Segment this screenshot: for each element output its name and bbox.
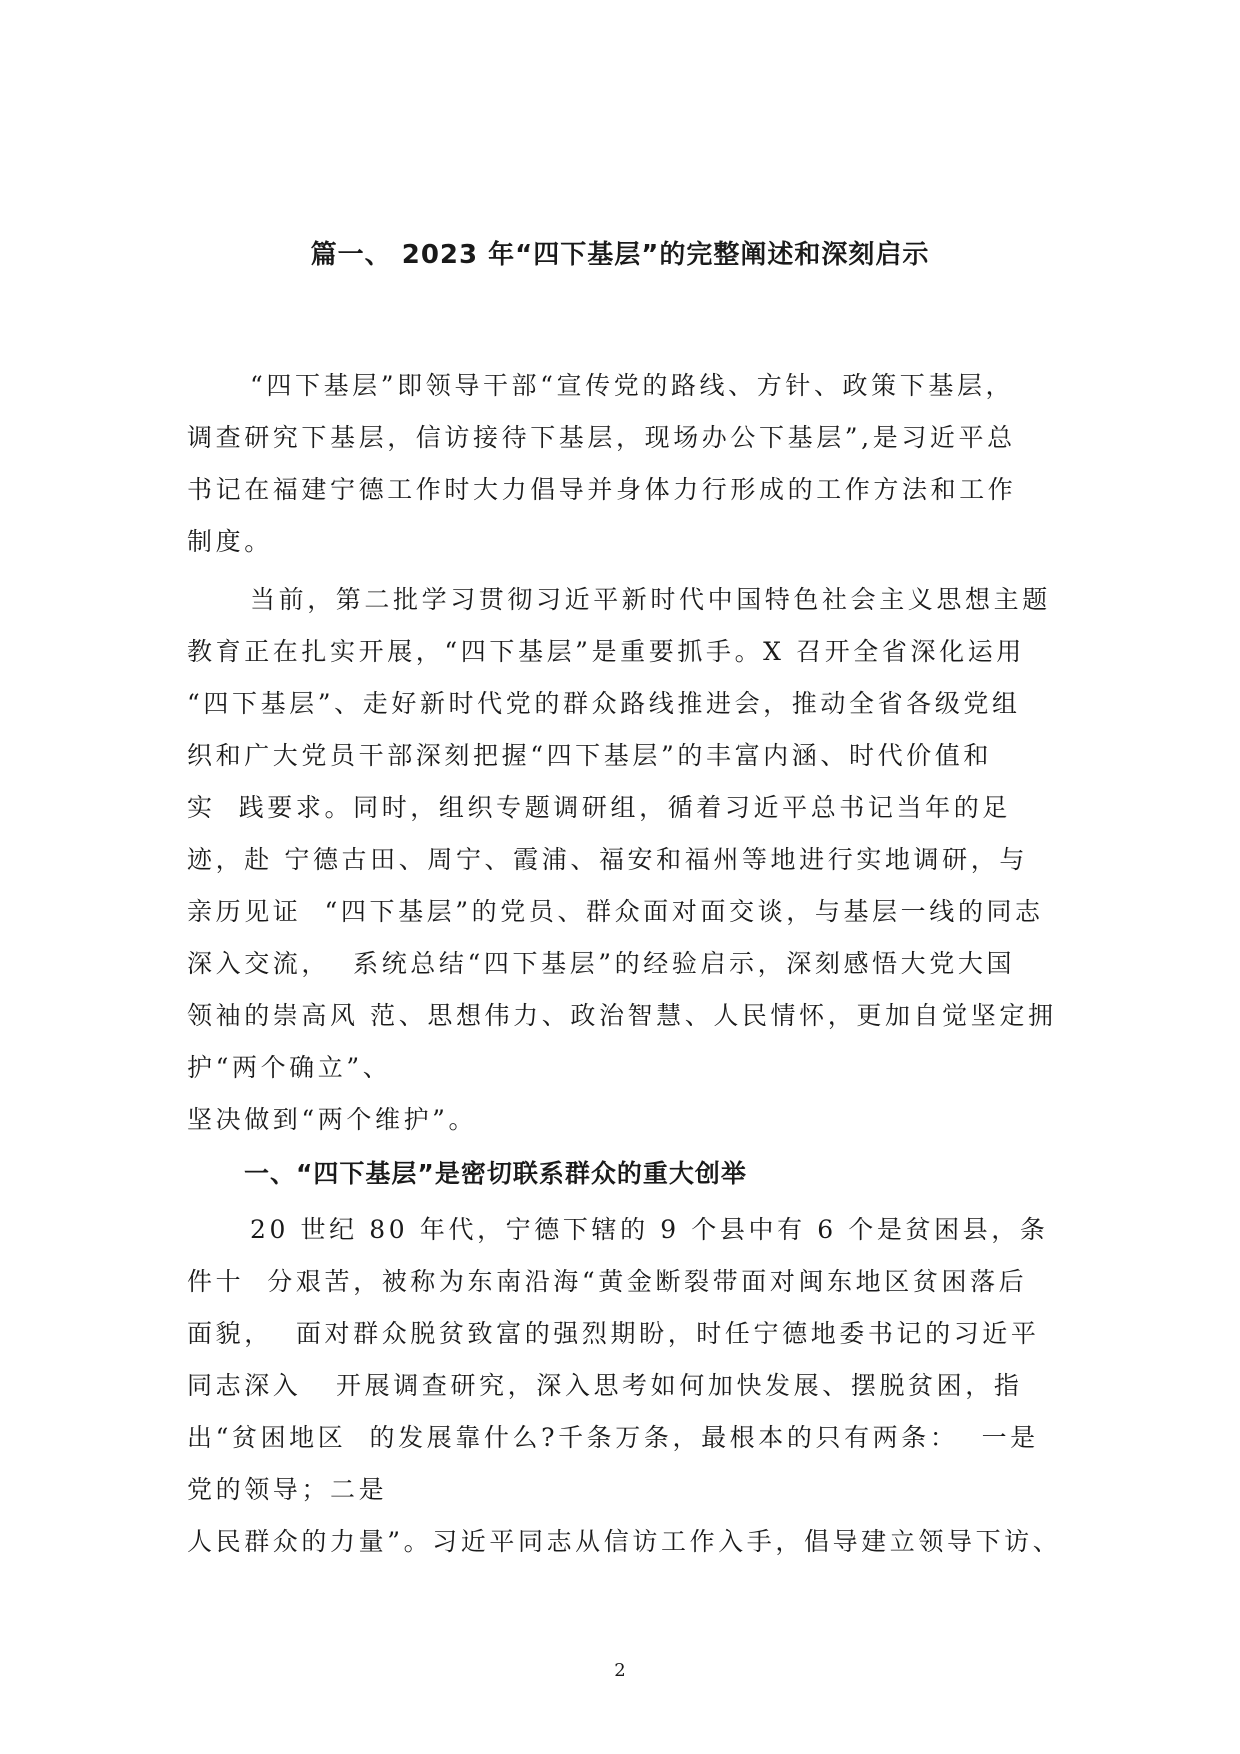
paragraph-line: 书记在福建宁德工作时大力倡导并身体力行形成的工作方法和工作 [187,475,1017,504]
paragraph-line: 坚决做到“两个维护”。 [187,1105,478,1134]
document-title: 篇一、 2023 年“四下基层”的完整阐述和深刻启示 [310,240,930,270]
paragraph-line: 出“贫困地区 的发展靠什么?千条万条，最根本的只有两条： 一是 [187,1423,1039,1452]
paragraph-line: 织和广大党员干部深刻把握“四下基层”的丰富内涵、时代价值和 [187,741,992,770]
paragraph-line: “四下基层”、走好新时代党的群众路线推进会，推动全省各级党组 [187,689,1021,718]
paragraph-line: 领袖的崇高风 范、思想伟力、政治智慧、人民情怀，更加自觉坚定拥 [187,1001,1057,1030]
paragraph-line: 党的领导；二是 [187,1475,388,1504]
paragraph-line: 制度。 [187,527,273,556]
page-number: 2 [614,1660,626,1681]
paragraph-line: 当前，第二批学习贯彻习近平新时代中国特色社会主义思想主题 [250,585,1051,614]
paragraph-line: 实 践要求。同时，组织专题调研组，循着习近平总书记当年的足 [187,793,1011,822]
paragraph-line: 同志深入 开展调查研究，深入思考如何加快发展、摆脱贫困，指 [187,1371,1023,1400]
paragraph-line: “四下基层”即领导干部“宣传党的路线、方针、政策下基层， [250,371,1015,400]
paragraph-line: 20 世纪 80 年代，宁德下辖的 9 个县中有 6 个是贫困县，条 [250,1215,1049,1244]
paragraph-line: 深入交流， 系统总结“四下基层”的经验启示，深刻感悟大党大国 [187,949,1016,978]
paragraph-line: 护“两个确立”、 [187,1053,392,1082]
paragraph-line: 教育正在扎实开展，“四下基层”是重要抓手。X 召开全省深化运用 [187,637,1025,666]
paragraph-line: 迹，赴 宁德古田、周宁、霞浦、福安和福州等地进行实地调研，与 [187,845,1028,874]
paragraph-line: 人民群众的力量”。习近平同志从信访工作入手，倡导建立领导下访、 [187,1527,1062,1556]
paragraph-line: 面貌， 面对群众脱贫致富的强烈期盼，时任宁德地委书记的习近平 [187,1319,1040,1348]
section-heading: 一、“四下基层”是密切联系群众的重大创举 [244,1159,747,1188]
paragraph-line: 件十 分艰苦，被称为东南沿海“黄金断裂带面对闽东地区贫困落后 [187,1267,1028,1296]
paragraph-line: 调查研究下基层，信访接待下基层，现场办公下基层”,是习近平总 [187,423,1016,452]
paragraph-line: 亲历见证 “四下基层”的党员、群众面对面交谈，与基层一线的同志 [187,897,1044,926]
